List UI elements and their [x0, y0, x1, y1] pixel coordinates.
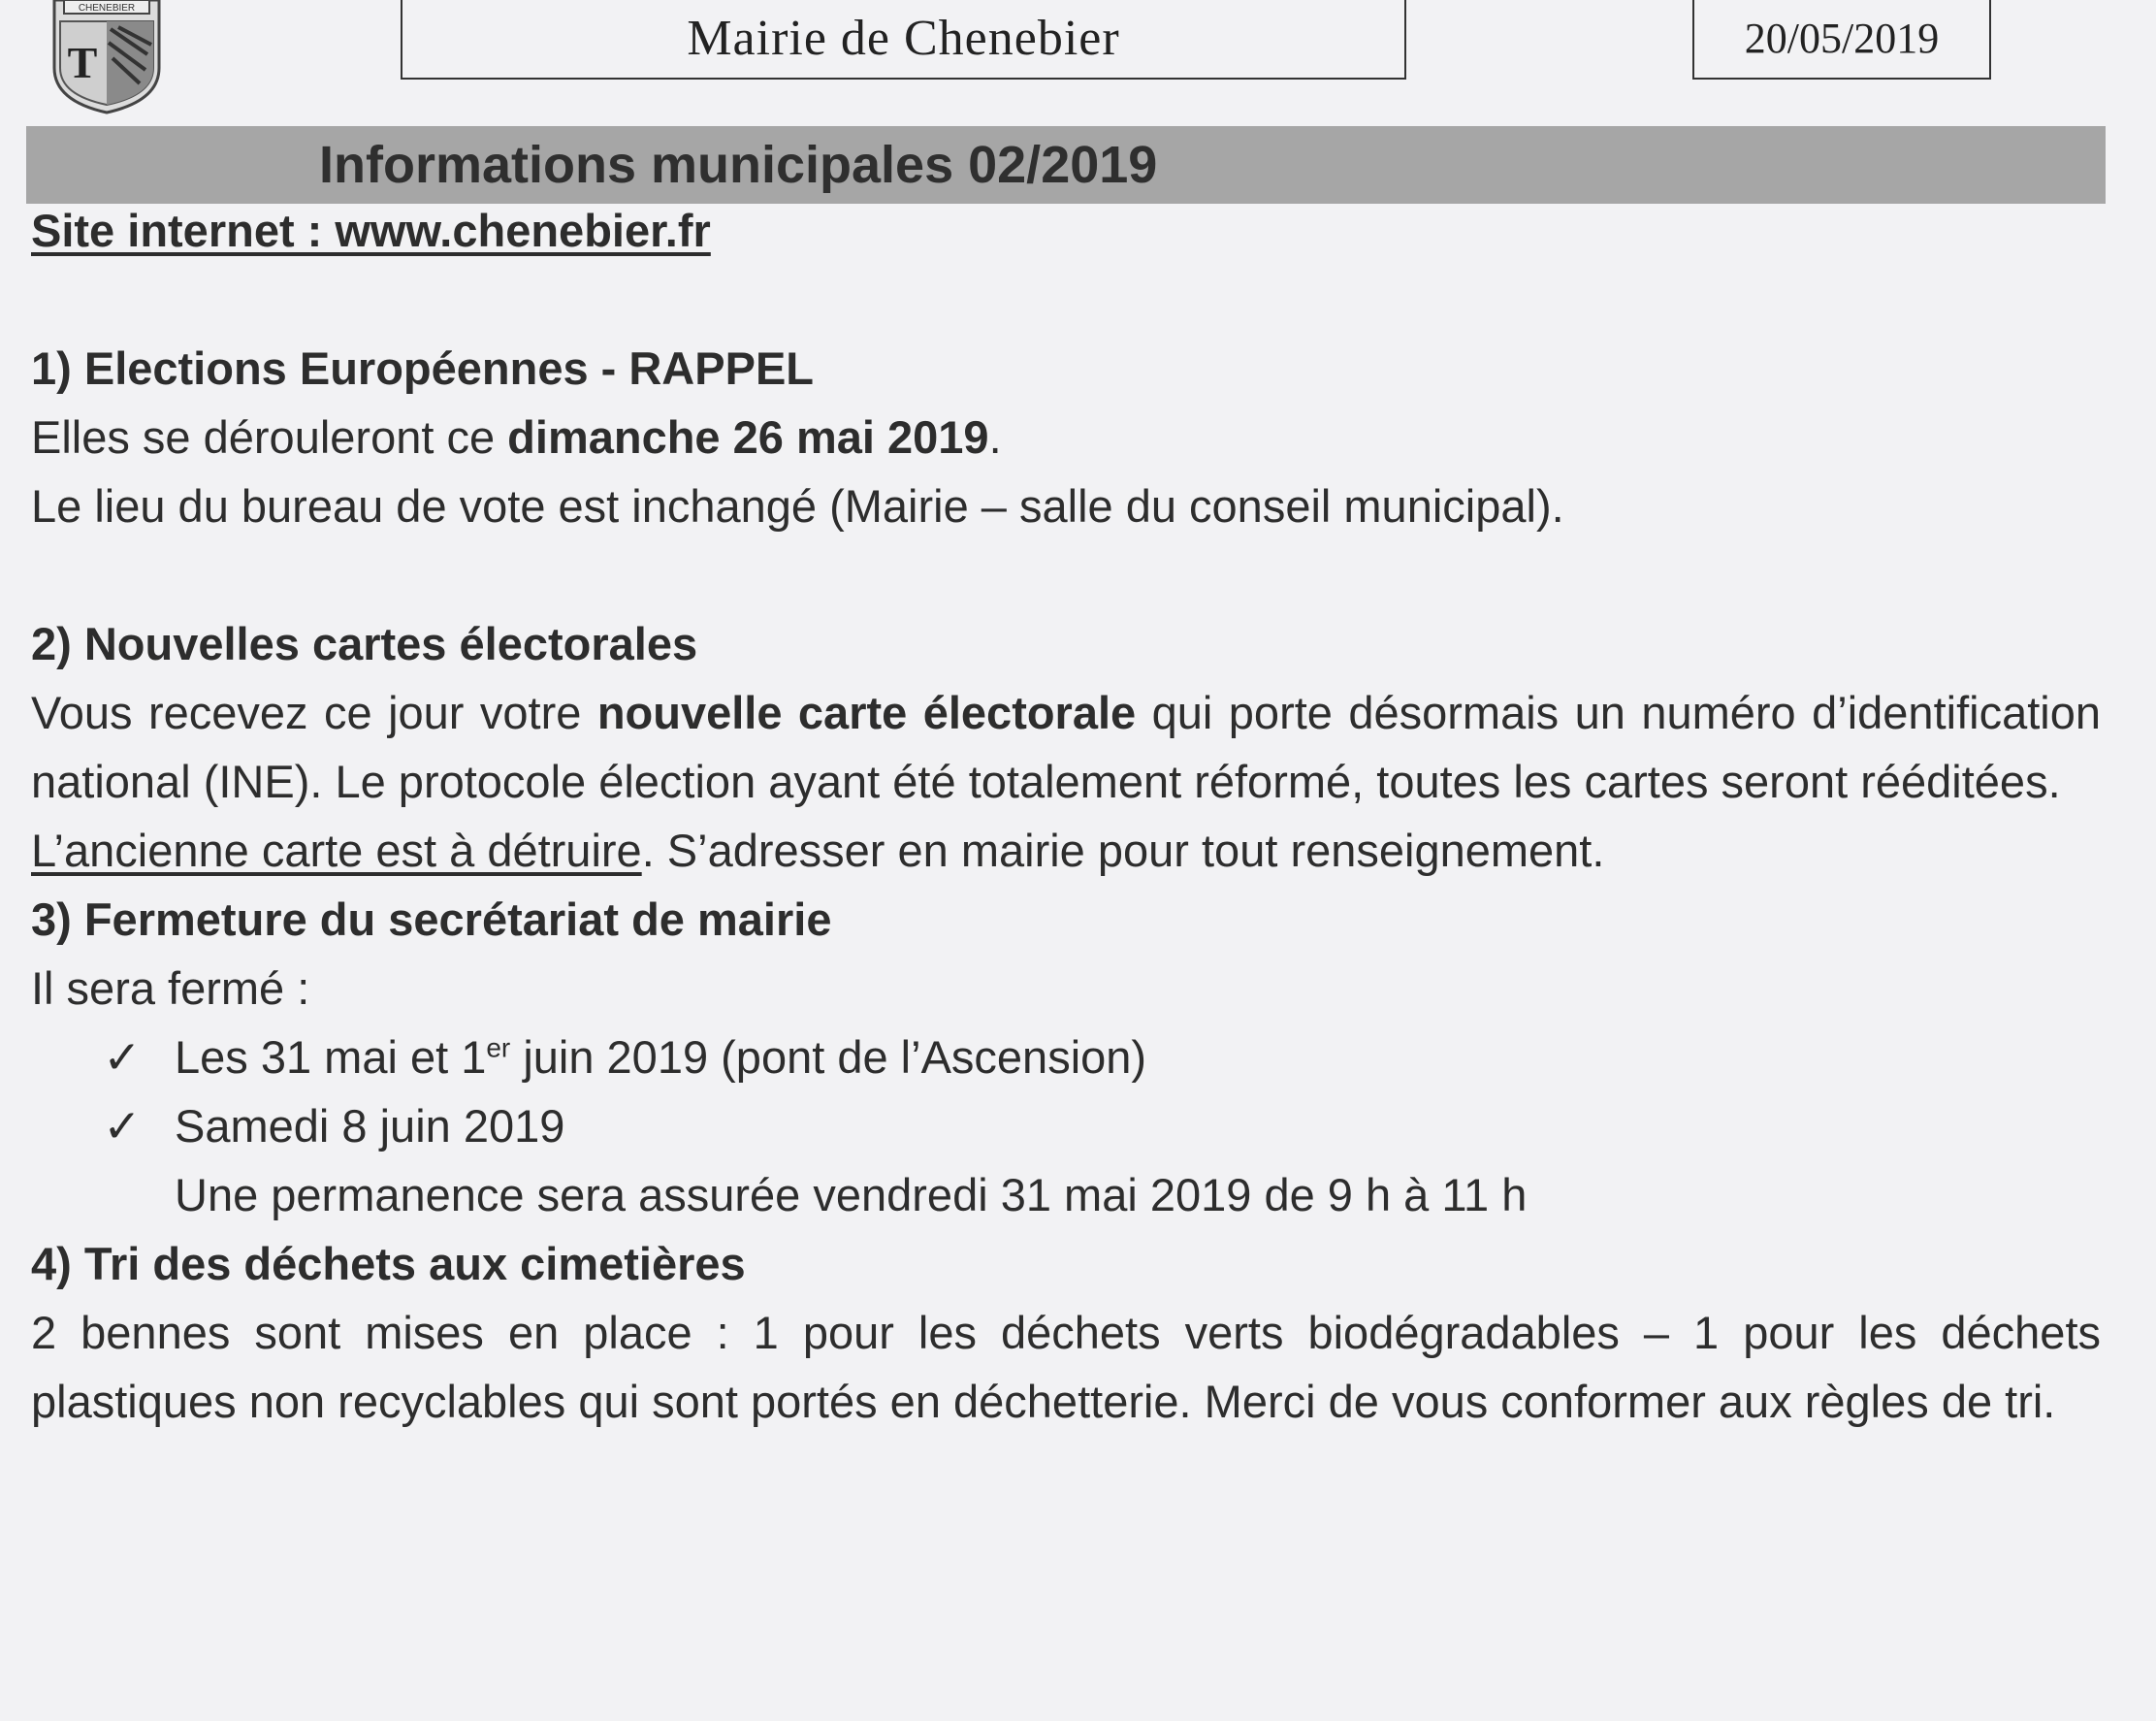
section1-line1-pre: Elles se dérouleront ce	[31, 411, 508, 463]
section2-para-bold: nouvelle carte électorale	[596, 687, 1137, 738]
section2-para-pre: Vous recevez ce jour votre	[31, 687, 597, 738]
section3-list-item	[31, 1023, 2101, 1091]
checkmark-icon: ✓	[103, 1031, 142, 1083]
section2-heading: 2) Nouvelles cartes électorales	[31, 618, 698, 669]
section4-paragraph: 2 bennes sont mises en place : 1 pour les déchets verts biodégradables – 1 pour les déchets plastiques non recyclables qui sont portés en déchetterie. Merci de vous conformer aux règles de tri.	[31, 1307, 2101, 1427]
banner-title	[26, 126, 2106, 204]
item1-sup: er	[486, 1032, 511, 1063]
section2-para-post: qui porte désormais un numéro d’identification national (INE). Le protocole élection ayant été totalement réformé, toutes les cartes seront rééditées.	[31, 687, 2101, 807]
section3-heading: 3) Fermeture du secrétariat de mairie	[31, 893, 832, 945]
section2-paragraph	[31, 678, 2101, 816]
section1-heading: 1) Elections Européennes - RAPPEL	[31, 342, 815, 394]
checkmark-icon: ✓	[103, 1100, 142, 1152]
item1-post: juin 2019 (pont de l’Ascension)	[510, 1031, 1147, 1083]
crest-letter: T	[67, 38, 98, 87]
section1-line1-bold: dimanche 26 mai 2019	[507, 411, 989, 463]
crest-text: CHENEBIER	[78, 3, 136, 14]
section2-line-post: . S’adresser en mairie pour tout renseignement.	[641, 825, 1605, 876]
mairie-title: Mairie de Chenebier	[401, 0, 1406, 80]
section3-intro: Il sera fermé :	[31, 962, 310, 1014]
section3-list-item	[31, 1091, 2101, 1160]
section2-destroy-line	[31, 816, 2101, 885]
section2-underlined: L’ancienne carte est à détruire	[31, 825, 642, 876]
banner-title-text: Informations municipales 02/2019	[319, 136, 1158, 194]
section1-line2: Le lieu du bureau de vote est inchangé (Mairie – salle du conseil municipal).	[31, 480, 1564, 532]
section1-line1-post: .	[988, 411, 1002, 463]
section1-line1	[31, 403, 2101, 471]
item2-pre: Samedi 8 juin 2019	[175, 1100, 565, 1152]
section4-heading: 4) Tri des déchets aux cimetières	[31, 1238, 746, 1289]
municipal-crest-logo	[50, 0, 163, 114]
item1-pre: Les 31 mai et 1	[175, 1031, 487, 1083]
document-body	[31, 196, 2101, 1436]
site-link[interactable]: Site internet : www.chenebier.fr	[31, 205, 711, 256]
document-date: 20/05/2019	[1692, 0, 1991, 80]
section3-note: Une permanence sera assurée vendredi 31 mai 2019 de 9 h à 11 h	[175, 1169, 1528, 1220]
